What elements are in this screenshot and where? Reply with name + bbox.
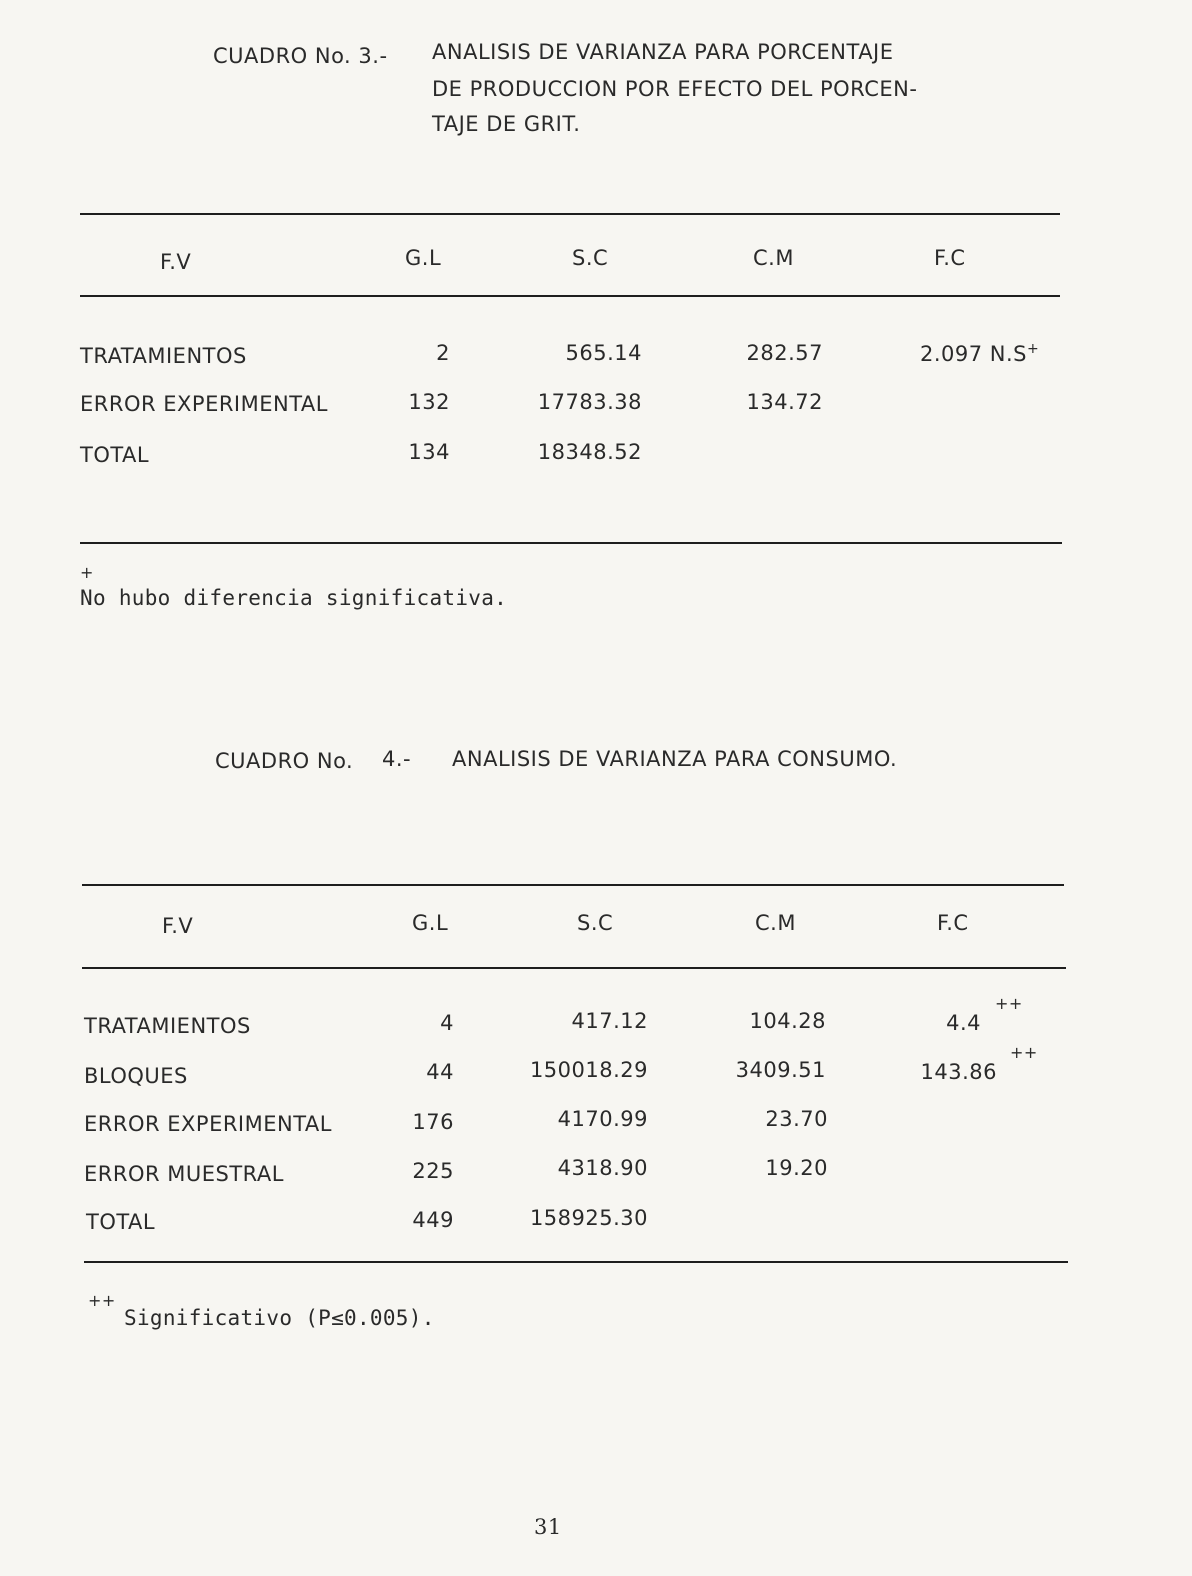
- cuadro4-row-1-fv: TRATAMIENTOS: [84, 1014, 251, 1038]
- cuadro3-row-1-fc-mark: +: [1027, 341, 1040, 357]
- cuadro4-row-1-fc: 4.4: [946, 1011, 981, 1035]
- cuadro4-label: CUADRO No.: [215, 749, 354, 773]
- cuadro3-row-1-fc: [920, 341, 1039, 366]
- cuadro3-row-3-fv: TOTAL: [80, 443, 150, 467]
- cuadro3-row-1-fv: TRATAMIENTOS: [80, 344, 247, 368]
- cuadro4-number: 4.-: [382, 747, 412, 771]
- cuadro3-header-fv: F.V: [160, 250, 192, 274]
- cuadro4-row-3-sc: 4170.99: [557, 1107, 648, 1131]
- cuadro4-row-4-cm: 19.20: [765, 1156, 828, 1180]
- cuadro3-row-2-cm: 134.72: [746, 390, 823, 414]
- cuadro4-header-cm: C.M: [755, 911, 796, 935]
- cuadro4-header-sc: S.C: [577, 911, 614, 935]
- cuadro3-title-line-2: DE PRODUCCION POR EFECTO DEL PORCEN-: [432, 77, 918, 101]
- cuadro4-header-fv: F.V: [162, 914, 194, 938]
- cuadro4-header-fc: F.C: [937, 911, 969, 935]
- cuadro3-row-2-sc: 17783.38: [537, 390, 642, 414]
- cuadro3-row-1-cm: 282.57: [746, 341, 823, 365]
- cuadro4-header-gl: G.L: [412, 911, 449, 935]
- cuadro4-row-3-gl: 176: [412, 1110, 454, 1134]
- cuadro4-row-5-gl: 449: [412, 1208, 454, 1232]
- cuadro4-row-5-fv: TOTAL: [86, 1210, 156, 1234]
- cuadro4-row-5-sc: 158925.30: [529, 1206, 648, 1230]
- cuadro4-row-4-gl: 225: [412, 1159, 454, 1183]
- cuadro3-footnote: No hubo diferencia significativa.: [80, 586, 508, 610]
- cuadro3-header-sc: S.C: [572, 246, 609, 270]
- cuadro4-row-2-sc: 150018.29: [529, 1058, 648, 1082]
- cuadro4-row-1-gl: 4: [440, 1011, 454, 1035]
- cuadro3-row-1-gl: 2: [436, 341, 450, 365]
- cuadro3-header-cm: C.M: [753, 246, 794, 270]
- cuadro3-label: CUADRO No. 3.-: [213, 44, 388, 68]
- cuadro3-footnote-mark: +: [80, 563, 94, 582]
- cuadro4-row-2-fc-mark: ++: [1010, 1043, 1038, 1062]
- page-number: 31: [534, 1515, 562, 1539]
- cuadro4-title: ANALISIS DE VARIANZA PARA CONSUMO.: [452, 747, 898, 771]
- cuadro4-bottom-rule: [84, 1261, 1068, 1263]
- cuadro3-row-3-gl: 134: [408, 440, 450, 464]
- cuadro3-row-3-sc: 18348.52: [537, 440, 642, 464]
- cuadro4-row-2-fv: BLOQUES: [84, 1064, 188, 1088]
- cuadro3-top-rule: [80, 213, 1060, 215]
- cuadro4-row-2-gl: 44: [426, 1060, 454, 1084]
- cuadro4-row-4-fv: ERROR MUESTRAL: [84, 1162, 284, 1186]
- cuadro4-footnote-mark: ++: [88, 1291, 116, 1310]
- cuadro3-row-2-gl: 132: [408, 390, 450, 414]
- cuadro3-header-fc: F.C: [934, 246, 966, 270]
- cuadro3-header-rule: [80, 295, 1060, 297]
- cuadro4-row-3-fv: ERROR EXPERIMENTAL: [84, 1112, 332, 1136]
- cuadro3-row-1-fc-value: 2.097 N.S: [920, 342, 1028, 366]
- cuadro4-header-rule: [82, 967, 1066, 969]
- cuadro3-title-line-3: TAJE DE GRIT.: [432, 112, 581, 136]
- cuadro3-header-gl: G.L: [405, 246, 442, 270]
- cuadro4-footnote: Significativo (P≤0.005).: [124, 1306, 435, 1330]
- cuadro3-row-1-sc: 565.14: [565, 341, 642, 365]
- cuadro4-top-rule: [82, 884, 1064, 886]
- cuadro4-row-1-cm: 104.28: [749, 1009, 826, 1033]
- cuadro4-row-2-cm: 3409.51: [735, 1058, 826, 1082]
- cuadro4-row-3-cm: 23.70: [765, 1107, 828, 1131]
- cuadro4-row-1-fc-mark: ++: [995, 994, 1023, 1013]
- cuadro3-bottom-rule: [80, 542, 1062, 544]
- cuadro3-row-2-fv: ERROR EXPERIMENTAL: [80, 392, 328, 416]
- cuadro4-row-1-sc: 417.12: [571, 1009, 648, 1033]
- cuadro4-row-4-sc: 4318.90: [557, 1156, 648, 1180]
- cuadro4-row-2-fc: 143.86: [920, 1060, 997, 1084]
- cuadro3-title-line-1: ANALISIS DE VARIANZA PARA PORCENTAJE: [432, 40, 894, 64]
